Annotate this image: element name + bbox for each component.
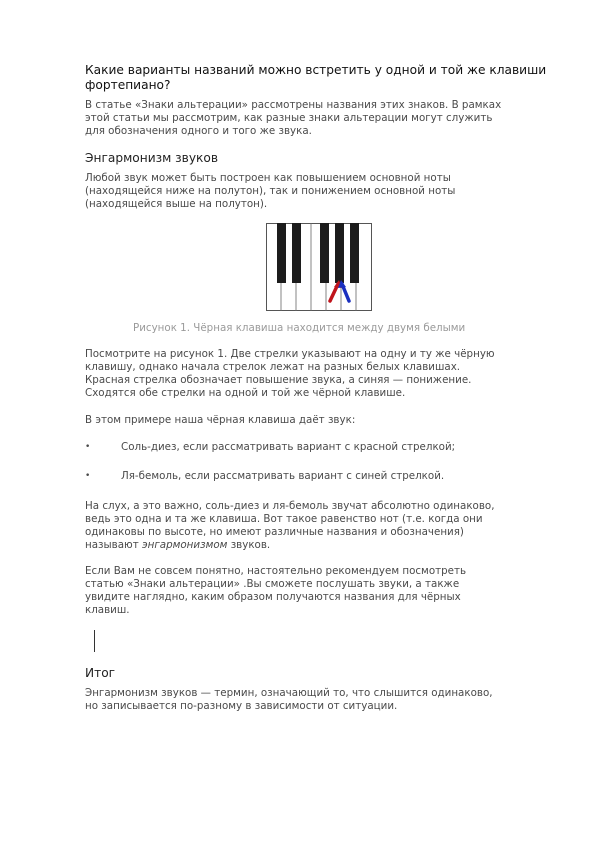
recommend-line-3: увидите наглядно, каким образом получаются названия для чёрных	[85, 591, 461, 603]
black-key	[292, 223, 301, 283]
section1-line-1: Любой звук может быть построен как повышением основной ноты	[85, 172, 451, 184]
section-heading-enharmonic: Энгармонизм звуков	[85, 151, 219, 165]
look-line-3: Красная стрелка обозначает повышение звука, а синяя — понижение.	[85, 374, 472, 386]
example-intro: В этом примере наша чёрная клавиша даёт звук:	[85, 414, 356, 426]
list-item: Ля-бемоль, если рассматривать вариант с синей стрелкой.	[121, 470, 445, 482]
recommend-line-4: клавиш.	[85, 604, 130, 616]
look-line-4: Сходятся обе стрелки на одной и той же чёрной клавише.	[85, 387, 406, 399]
recommend-line-2: статью «Знаки альтерации» .Вы сможете послушать звуки, а также	[85, 578, 460, 590]
hearing-line-2: ведь это одна и та же клавиша. Вот такое равенство нот (т.е. когда они	[85, 513, 483, 525]
intro-line-1: В статье «Знаки альтерации» рассмотрены названия этих знаков. В рамках	[85, 99, 502, 111]
section1-line-3: (находящейся выше на полутон).	[85, 198, 268, 210]
intro-line-3: для обозначения одного и того же звука.	[85, 125, 312, 137]
section1-line-2: (находящейся ниже на полутон), так и понижением основной ноты	[85, 185, 456, 197]
list-item: Соль-диез, если рассматривать вариант с красной стрелкой;	[121, 441, 456, 453]
bullet-marker: •	[85, 471, 91, 481]
recommend-line-1: Если Вам не совсем понятно, настоятельно рекомендуем посмотреть	[85, 565, 467, 577]
look-line-1: Посмотрите на рисунок 1. Две стрелки указывают на одну и ту же чёрную	[85, 348, 495, 360]
text-cursor	[94, 630, 95, 652]
black-key	[320, 223, 329, 283]
black-key	[335, 223, 344, 283]
question-title-line-1: Какие варианты названий можно встретить у одной и той же клавиши	[85, 63, 547, 77]
term-enharmonism: энгармонизмом	[141, 539, 228, 551]
hearing-line-4-suffix: звуков.	[227, 539, 271, 551]
section-heading-summary: Итог	[85, 666, 116, 680]
hearing-line-1: На слух, а это важно, соль-диез и ля-бемоль звучат абсолютно одинаково,	[85, 500, 495, 512]
question-title-line-2: фортепиано?	[85, 78, 171, 92]
bullet-marker: •	[85, 442, 91, 452]
summary-line-1: Энгармонизм звуков — термин, означающий то, что слышится одинаково,	[85, 687, 493, 699]
hearing-line-3: одинаковы по высоте, но имеют различные названия и обозначения)	[85, 526, 464, 538]
black-key	[350, 223, 359, 283]
look-line-2: клавишу, однако начала стрелок лежат на разных белых клавишах.	[85, 361, 461, 373]
hearing-line-4	[85, 539, 270, 553]
figure-caption: Рисунок 1. Чёрная клавиша находится между двумя белыми	[133, 322, 466, 334]
black-key	[277, 223, 286, 283]
hearing-line-4-prefix: называют	[85, 539, 142, 551]
summary-line-2: но записывается по-разному в зависимости от ситуации.	[85, 700, 398, 712]
piano-keys-figure	[266, 223, 372, 311]
intro-line-2: этой статьи мы рассмотрим, как разные знаки альтерации могут служить	[85, 112, 493, 124]
